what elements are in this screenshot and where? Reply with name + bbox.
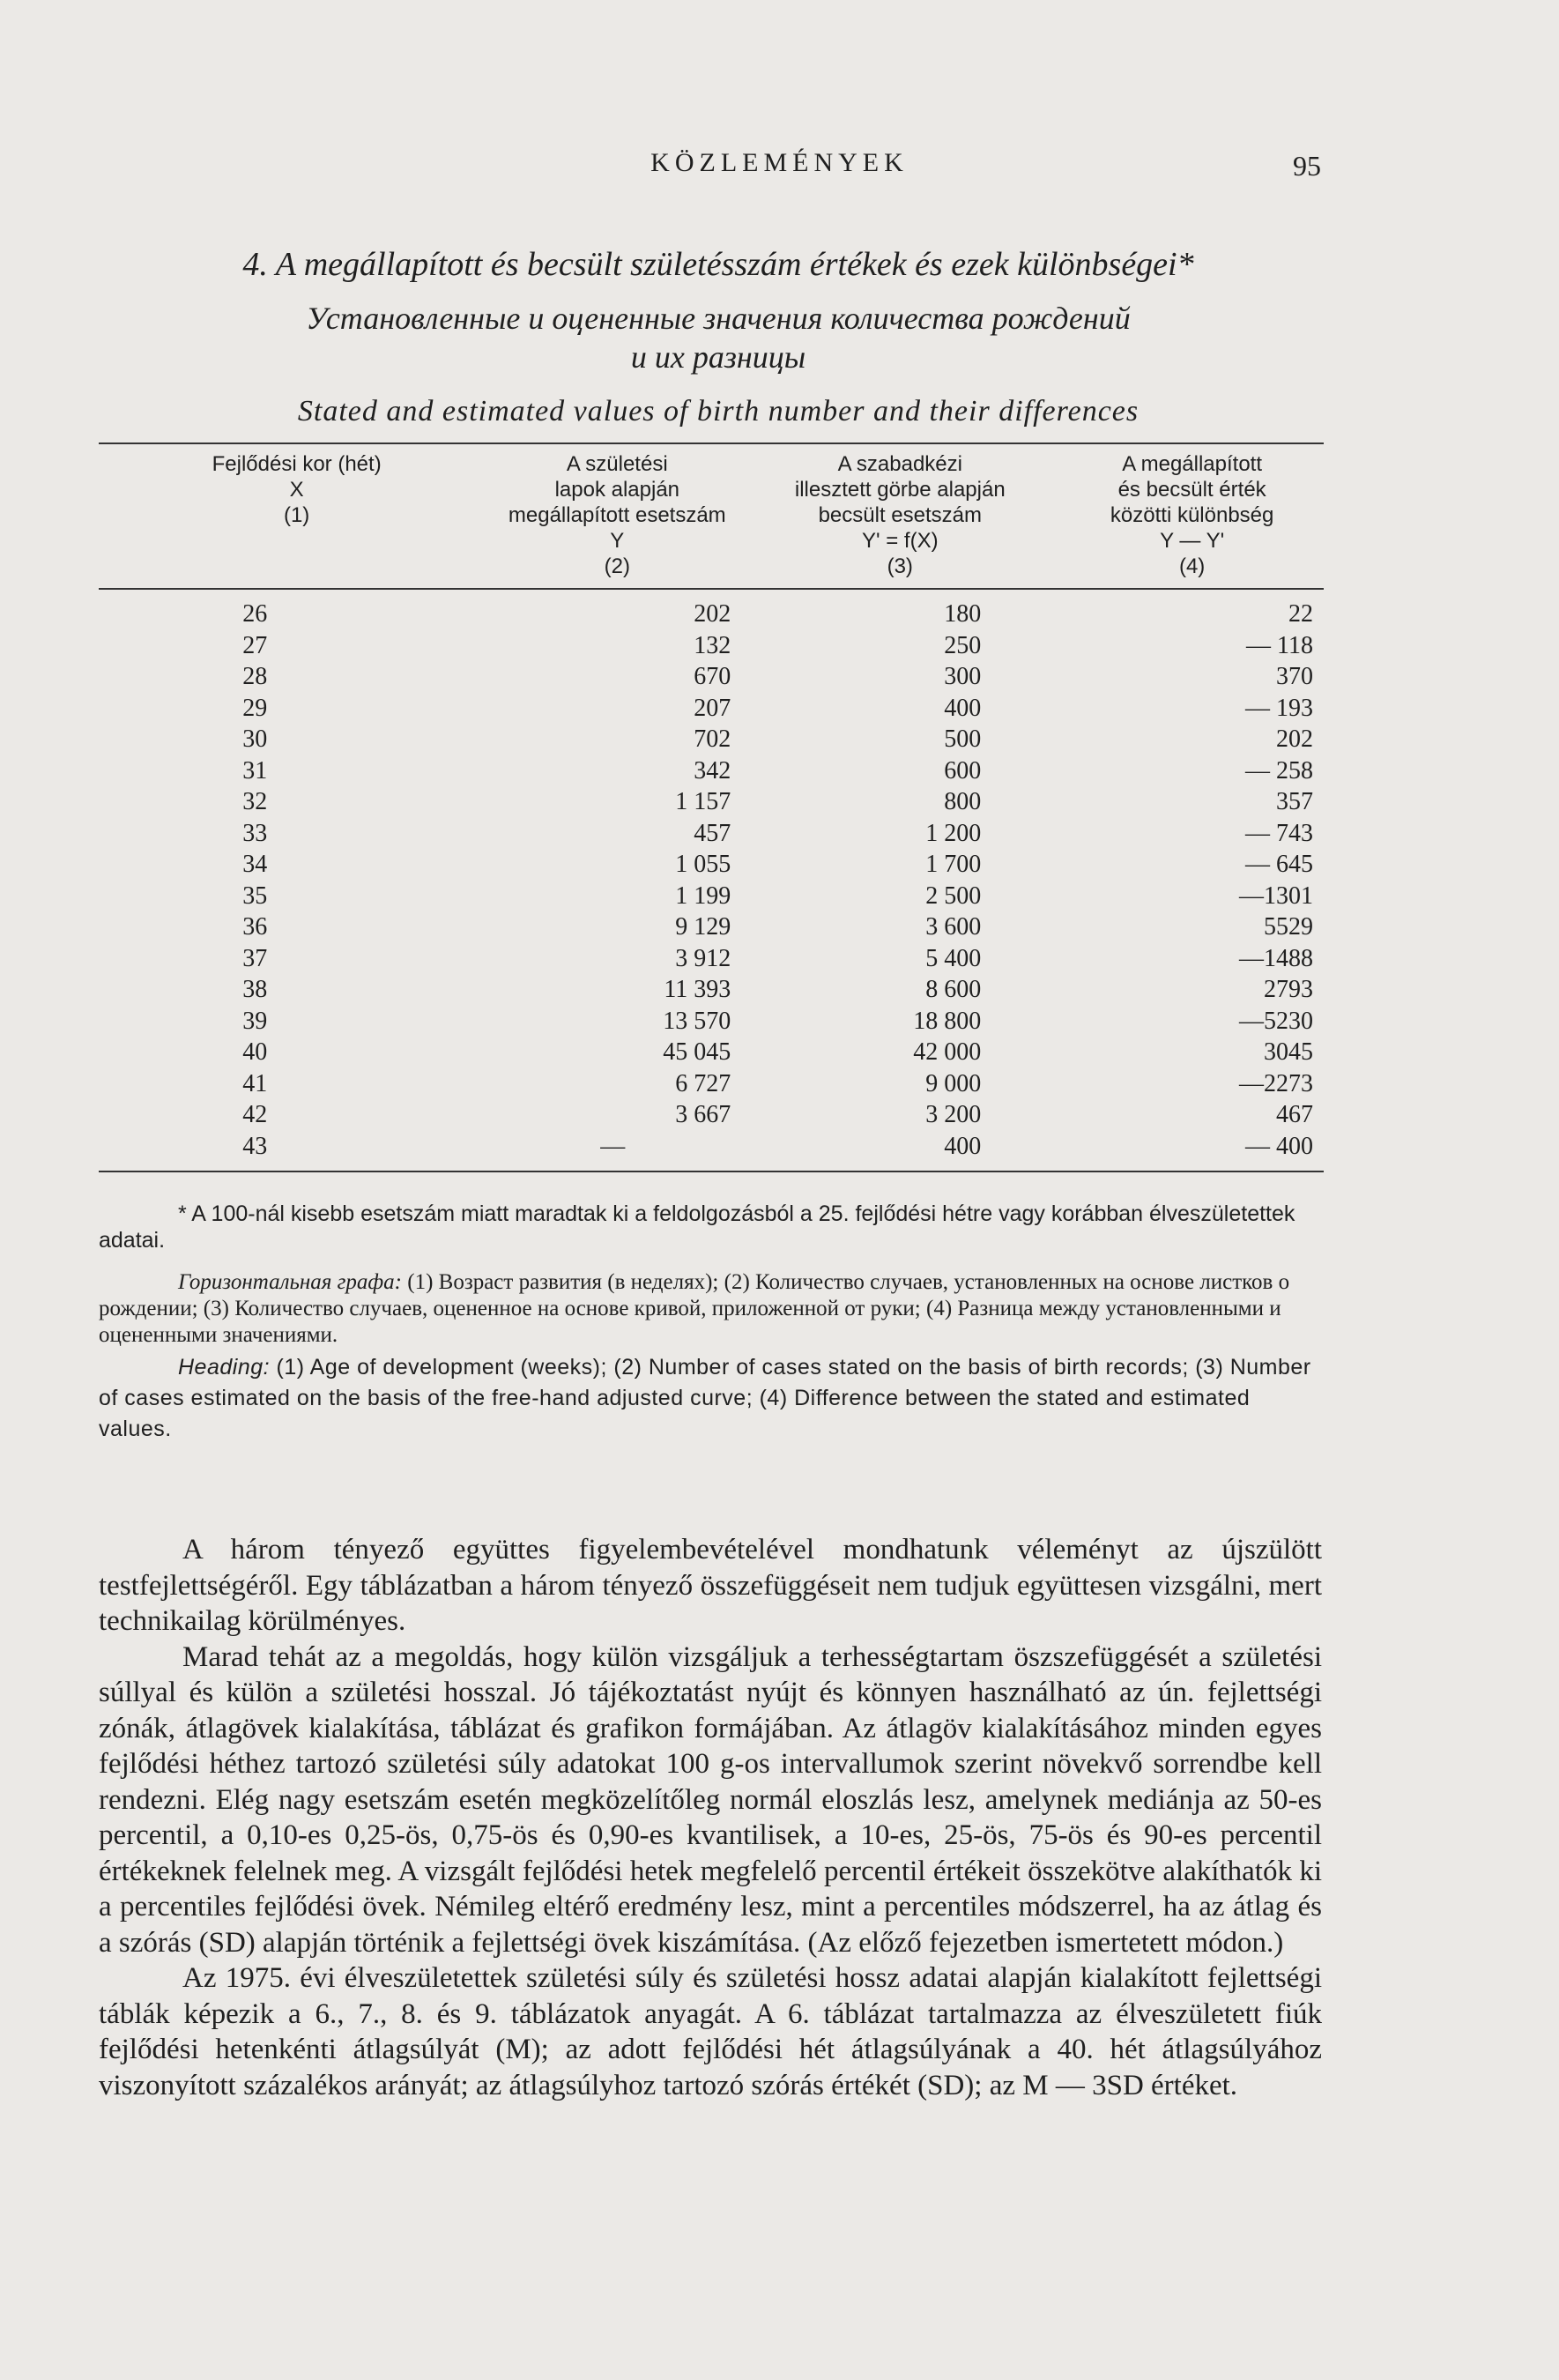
note-english <box>99 1352 1324 1445</box>
cell-age: 30 <box>242 725 268 753</box>
table-row <box>99 630 1324 662</box>
cell-stated: 342 <box>694 756 731 785</box>
note-english-text: (1) Age of development (weeks); (2) Number of cases stated on the basis of birth records; (3) Number of cases estimated on the basis of the free-hand adjusted curve; (4) Difference between the stated and estimated values. <box>99 1355 1311 1441</box>
cell-age: 43 <box>242 1132 268 1160</box>
cell-estimated: 42 000 <box>913 1038 982 1066</box>
table-row <box>99 818 1324 850</box>
title-russian-line2: и их разницы <box>630 339 806 375</box>
table-notes <box>99 1201 1324 1445</box>
cell-stated: — <box>600 1132 626 1160</box>
cell-stated: 6 727 <box>675 1069 731 1097</box>
cell-stated: 45 045 <box>663 1038 731 1066</box>
cell-difference: 2793 <box>1264 976 1313 1003</box>
cell-difference: —5230 <box>1239 1007 1313 1035</box>
cell-age: 32 <box>242 788 268 815</box>
cell-stated: 1 157 <box>675 788 731 815</box>
cell-difference: — 193 <box>1245 694 1313 722</box>
table-body <box>99 589 1324 1171</box>
page-number: 95 <box>1293 150 1321 182</box>
table-row <box>99 1037 1324 1068</box>
cell-stated: 702 <box>694 725 731 753</box>
table-row <box>99 849 1324 881</box>
cell-estimated: 18 800 <box>913 1007 982 1035</box>
cell-age: 42 <box>242 1101 268 1128</box>
cell-age: 34 <box>242 851 268 878</box>
cell-difference: 357 <box>1276 788 1313 815</box>
cell-stated: 132 <box>694 631 731 659</box>
cell-age: 37 <box>242 944 268 972</box>
cell-stated: 207 <box>694 694 731 722</box>
cell-age: 38 <box>242 976 268 1003</box>
birth-number-table <box>99 443 1324 1172</box>
title-english: Stated and estimated values of birth number and their differences <box>297 395 1140 428</box>
cell-difference: 370 <box>1276 663 1313 690</box>
cell-estimated: 800 <box>944 788 982 815</box>
table-row <box>99 589 1324 630</box>
paragraph-3: Az 1975. évi élveszületettek születési súly és születési hossz adatai alapján kialakított fejlettségi táblák képezik a 6., 7., 8. és 9. táblázatok anyagát. A 6. táblázat tartalmazza az élveszületett fiúk fejlődési hetenkénti átlagsúlyát (M); az adott fejlődési hét átlagsúlyának a 40. hét átlagsúlyához viszonyított százalékos arányát; az átlagsúlyhoz tartozó szórás értékét (SD); az M — 3SD értéket. <box>99 1962 1322 2101</box>
cell-stated: 202 <box>694 600 731 628</box>
cell-difference: —1488 <box>1239 944 1313 972</box>
cell-age: 33 <box>242 819 268 847</box>
table-row <box>99 911 1324 943</box>
note-russian-text: (1) Возраст развития (в неделях); (2) Количество случаев, установленных на основе листков о рождении; (3) Количество случаев, оцененное на основе кривой, приложенной от руки; (4) Разница между установленными и оцененными значениями. <box>99 1270 1290 1347</box>
title-hungarian: 4. A megállapított és becsült születésszám értékek és ezek különbségei* <box>242 246 1194 283</box>
cell-age: 26 <box>242 600 268 628</box>
footnote-star: * A 100-nál kisebb esetszám miatt maradtak ki a feldolgozásból a 25. fejlődési hétre vagy korábban élveszületettek adatai. <box>99 1201 1295 1253</box>
cell-age: 35 <box>242 881 268 910</box>
table-row <box>99 724 1324 755</box>
note-english-lead: Heading: <box>178 1355 271 1380</box>
table-row <box>99 786 1324 818</box>
cell-estimated: 400 <box>944 1132 982 1160</box>
cell-difference: — 400 <box>1245 1132 1313 1160</box>
cell-estimated: 180 <box>944 600 982 628</box>
cell-difference: — 118 <box>1246 631 1313 659</box>
table-row <box>99 693 1324 725</box>
cell-difference: 22 <box>1288 600 1313 628</box>
cell-stated: 1 055 <box>675 851 731 878</box>
header-stated: A születési lapok alapján megállapított esetszám Y (2) <box>508 452 726 578</box>
cell-age: 27 <box>242 631 268 659</box>
cell-stated: 670 <box>694 663 731 690</box>
cell-age: 31 <box>242 756 268 785</box>
cell-estimated: 300 <box>944 663 982 690</box>
paragraph-1: A három tényező együttes figyelembevételével mondhatunk véleményt az újszülött testfejlettségéről. Egy táblázatban a három tényező összefüggéseit nem tudjuk együttesen vizsgálni, mert technikailag körülményes. <box>99 1534 1322 1637</box>
cell-estimated: 2 500 <box>925 881 982 910</box>
cell-estimated: 8 600 <box>925 976 982 1003</box>
paragraph-2: Marad tehát az a megoldás, hogy külön vizsgáljuk a terhességtartam öszszefüggését a születési súllyal és külön a születési hosszal. Jó tájékoztatást nyújt és könnyen használható az ún. fejlettségi zónák, átlagövek kialakítása, táblázat és grafikon formájában. Az átlagöv kialakításához minden egyes fejlődési héthez tartozó születési súly adatokat 100 g-os intervallumok szerint növekvő sorrendbe kell rendezni. Elég nagy esetszám esetén megközelítőleg normál eloszlás lesz, amelynek mediánja az 50-es percentil, a 0,10-es 0,25-ös, 0,75-ös és 0,90-es kvantilisek, a 10-es, 25-ös, 75-ös és 90-es percentil értékeknek felelnek meg. A vizsgált fejlődési hetek megfelelő percentil értékeit összekötve alakíthatók ki a percentiles fejlődési övek. Némileg eltérő eredmény lesz, mint a percentiles módszerrel, ha az átlag és a szórás (SD) alapján történik a fejlettségi övek kiszámítása. (Az előző fejezetben ismertetett módon.) <box>99 1640 1322 1959</box>
title-russian-line1: Установленные и оцененные значения количества рождений <box>306 301 1131 336</box>
cell-estimated: 1 200 <box>925 819 982 847</box>
table-row <box>99 943 1324 975</box>
cell-difference: 202 <box>1276 725 1313 753</box>
cell-estimated: 9 000 <box>925 1069 982 1097</box>
cell-estimated: 3 200 <box>925 1101 982 1128</box>
cell-age: 29 <box>242 694 268 722</box>
cell-estimated: 400 <box>944 694 982 722</box>
cell-age: 28 <box>242 663 268 690</box>
cell-difference: 467 <box>1276 1101 1313 1128</box>
cell-age: 41 <box>242 1069 268 1097</box>
cell-difference: — 258 <box>1245 756 1313 785</box>
cell-stated: 457 <box>694 819 731 847</box>
cell-estimated: 3 600 <box>925 913 982 941</box>
running-head: KÖZLEMÉNYEK <box>650 148 909 177</box>
table-header-row <box>99 443 1324 589</box>
table-row <box>99 1131 1324 1172</box>
table-row <box>99 661 1324 693</box>
cell-estimated: 250 <box>944 631 982 659</box>
cell-age: 40 <box>242 1038 268 1066</box>
table-row <box>99 881 1324 912</box>
table-title-block <box>97 242 1340 431</box>
cell-difference: — 645 <box>1245 851 1313 878</box>
cell-difference: 3045 <box>1264 1038 1313 1066</box>
table-row <box>99 1099 1324 1131</box>
cell-difference: — 743 <box>1245 819 1313 847</box>
cell-stated: 3 667 <box>675 1101 731 1128</box>
header-difference: A megállapított és becsült érték közötti különbség Y — Y' (4) <box>1110 452 1274 578</box>
cell-stated: 11 393 <box>664 976 731 1003</box>
data-table-wrapper <box>99 443 1324 1172</box>
table-row <box>99 1006 1324 1038</box>
cell-estimated: 1 700 <box>925 851 982 878</box>
table-row <box>99 974 1324 1006</box>
table-row <box>99 1068 1324 1100</box>
cell-difference: —2273 <box>1239 1069 1313 1097</box>
body-text <box>99 1532 1322 2103</box>
cell-stated: 9 129 <box>675 913 731 941</box>
header-age: Fejlődési kor (hét) X (1) <box>212 452 382 527</box>
cell-stated: 13 570 <box>663 1007 731 1035</box>
note-russian <box>99 1269 1324 1349</box>
title-russian <box>97 299 1340 376</box>
cell-estimated: 600 <box>944 756 982 785</box>
cell-age: 39 <box>242 1007 268 1035</box>
cell-difference: 5529 <box>1264 913 1313 941</box>
cell-estimated: 5 400 <box>925 944 982 972</box>
note-russian-lead: Горизонтальная графа: <box>178 1270 402 1294</box>
cell-age: 36 <box>242 913 268 941</box>
cell-stated: 3 912 <box>675 944 731 972</box>
table-row <box>99 755 1324 787</box>
header-estimated: A szabadkézi illesztett görbe alapján becsült esetszám Y' = f(X) (3) <box>794 452 1006 578</box>
cell-stated: 1 199 <box>675 881 731 910</box>
cell-difference: —1301 <box>1239 881 1313 910</box>
cell-estimated: 500 <box>944 725 982 753</box>
